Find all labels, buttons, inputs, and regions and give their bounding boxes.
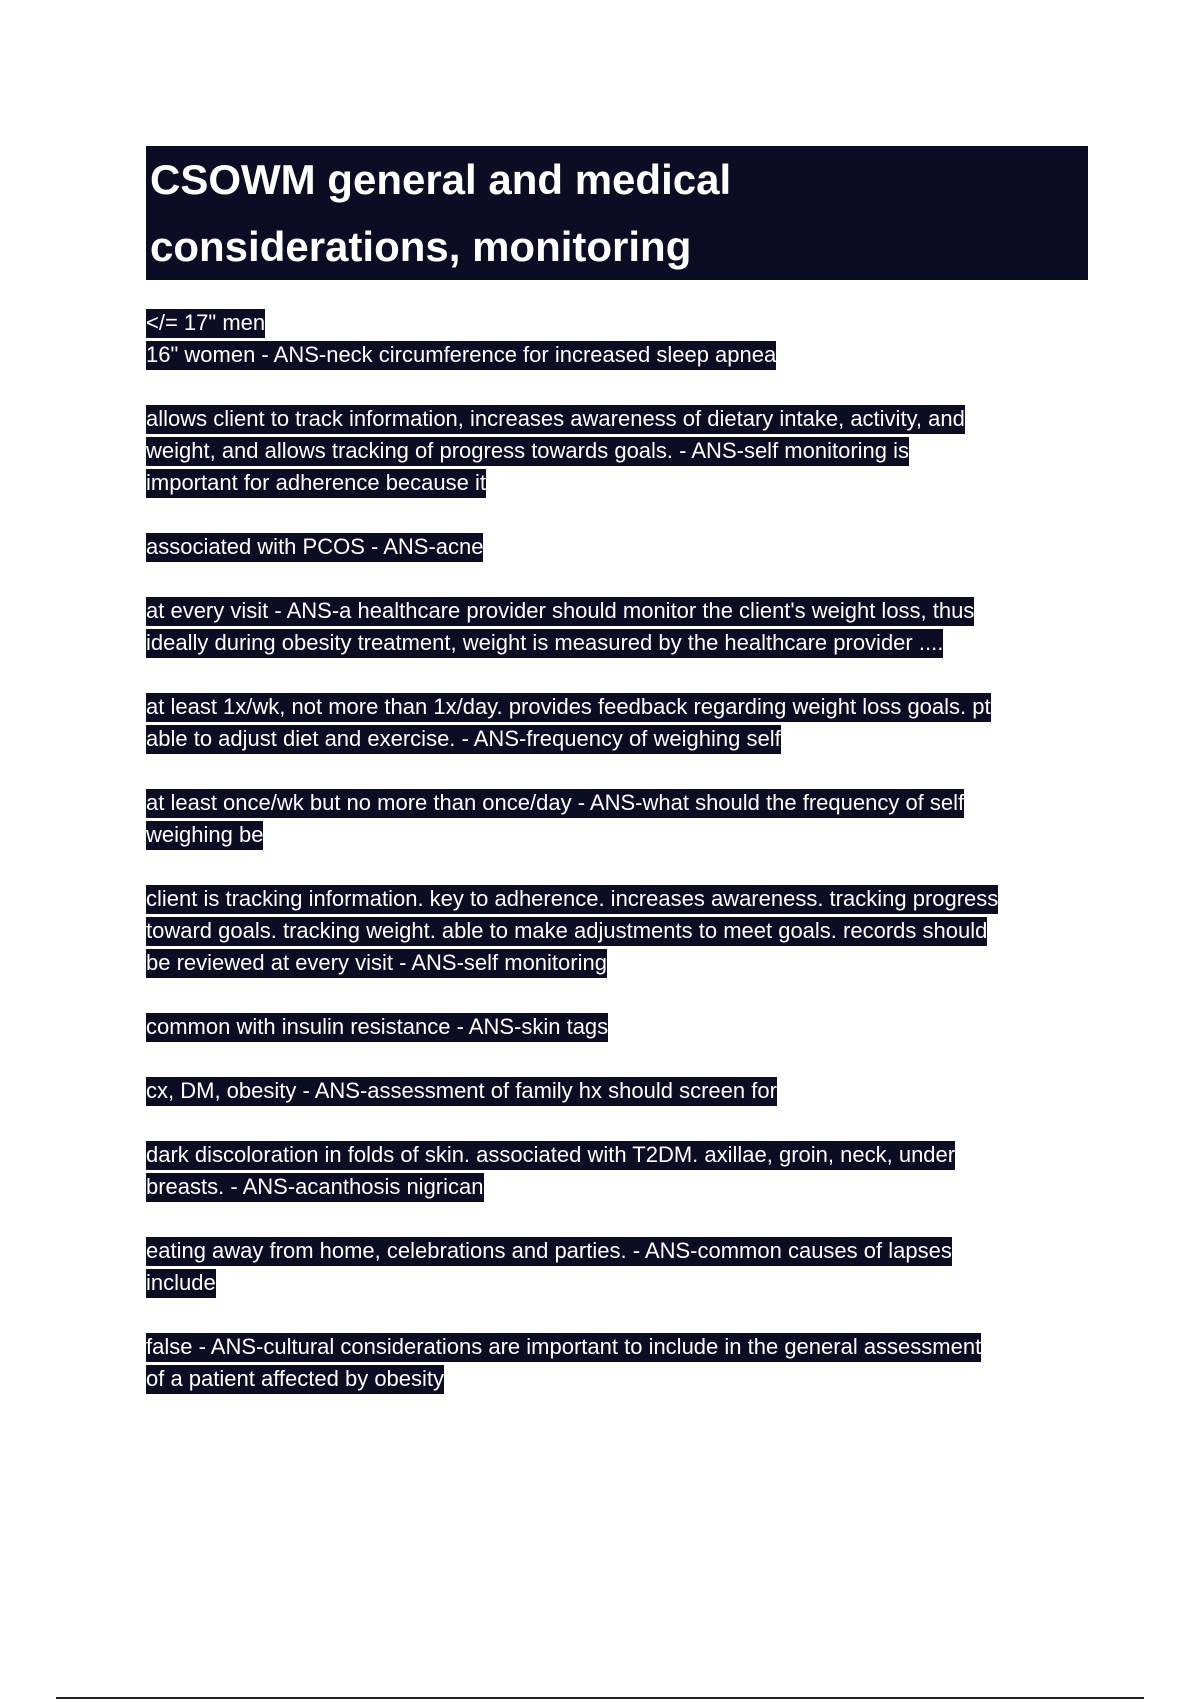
- entry-line: [146, 533, 1096, 565]
- document-title: [146, 146, 1088, 280]
- entry-line: [146, 1237, 1096, 1269]
- flashcard-entry: [146, 533, 1096, 565]
- highlighted-text: allows client to track information, increases awareness of dietary intake, activity, and: [146, 405, 965, 434]
- entry-line: [146, 1333, 1096, 1365]
- flashcard-entry: [146, 1013, 1096, 1045]
- title-line-1: CSOWM general and medical: [150, 156, 732, 203]
- entry-line: [146, 629, 1096, 661]
- flashcard-list: [146, 309, 1096, 1429]
- highlighted-text: associated with PCOS - ANS-acne: [146, 533, 483, 562]
- highlighted-text: cx, DM, obesity - ANS-assessment of family hx should screen for: [146, 1077, 777, 1106]
- entry-line: [146, 949, 1096, 981]
- entry-line: [146, 437, 1096, 469]
- highlighted-text: </= 17" men: [146, 309, 265, 338]
- highlighted-text: be reviewed at every visit - ANS-self monitoring: [146, 949, 607, 978]
- highlighted-text: dark discoloration in folds of skin. associated with T2DM. axillae, groin, neck, under: [146, 1141, 955, 1170]
- flashcard-entry: [146, 885, 1096, 981]
- entry-line: [146, 1077, 1096, 1109]
- entry-line: [146, 1141, 1096, 1173]
- entry-line: [146, 821, 1096, 853]
- highlighted-text: able to adjust diet and exercise. - ANS-frequency of weighing self: [146, 725, 781, 754]
- highlighted-text: ideally during obesity treatment, weight is measured by the healthcare provider ....: [146, 629, 943, 658]
- highlighted-text: at least 1x/wk, not more than 1x/day. provides feedback regarding weight loss goals. pt: [146, 693, 991, 722]
- flashcard-entry: [146, 1333, 1096, 1397]
- highlighted-text: 16" women - ANS-neck circumference for increased sleep apnea: [146, 341, 776, 370]
- flashcard-entry: [146, 405, 1096, 501]
- flashcard-entry: [146, 1077, 1096, 1109]
- entry-line: [146, 917, 1096, 949]
- entry-line: [146, 1365, 1096, 1397]
- highlighted-text: important for adherence because it: [146, 469, 486, 498]
- highlighted-text: toward goals. tracking weight. able to make adjustments to meet goals. records should: [146, 917, 987, 946]
- entry-line: [146, 597, 1096, 629]
- highlighted-text: include: [146, 1269, 216, 1298]
- flashcard-entry: [146, 789, 1096, 853]
- page-bottom-rule: [56, 1697, 1144, 1699]
- highlighted-text: at every visit - ANS-a healthcare provider should monitor the client's weight loss, thus: [146, 597, 974, 626]
- highlighted-text: false - ANS-cultural considerations are important to include in the general assessment: [146, 1333, 981, 1362]
- flashcard-entry: [146, 597, 1096, 661]
- highlighted-text: eating away from home, celebrations and parties. - ANS-common causes of lapses: [146, 1237, 952, 1266]
- highlighted-text: of a patient affected by obesity: [146, 1365, 444, 1394]
- highlighted-text: at least once/wk but no more than once/day - ANS-what should the frequency of self: [146, 789, 964, 818]
- flashcard-entry: [146, 693, 1096, 757]
- highlighted-text: weighing be: [146, 821, 263, 850]
- entry-line: [146, 693, 1096, 725]
- title-line-2: considerations, monitoring: [150, 223, 692, 270]
- entry-line: [146, 1173, 1096, 1205]
- entry-line: [146, 469, 1096, 501]
- flashcard-entry: [146, 1237, 1096, 1301]
- highlighted-text: weight, and allows tracking of progress towards goals. - ANS-self monitoring is: [146, 437, 909, 466]
- highlighted-text: breasts. - ANS-acanthosis nigrican: [146, 1173, 484, 1202]
- highlighted-text: common with insulin resistance - ANS-skin tags: [146, 1013, 608, 1042]
- entry-line: [146, 405, 1096, 437]
- entry-line: [146, 885, 1096, 917]
- entry-line: [146, 309, 1096, 341]
- flashcard-entry: [146, 1141, 1096, 1205]
- entry-line: [146, 341, 1096, 373]
- entry-line: [146, 789, 1096, 821]
- highlighted-text: client is tracking information. key to adherence. increases awareness. tracking progress: [146, 885, 998, 914]
- entry-line: [146, 1269, 1096, 1301]
- entry-line: [146, 1013, 1096, 1045]
- entry-line: [146, 725, 1096, 757]
- flashcard-entry: [146, 309, 1096, 373]
